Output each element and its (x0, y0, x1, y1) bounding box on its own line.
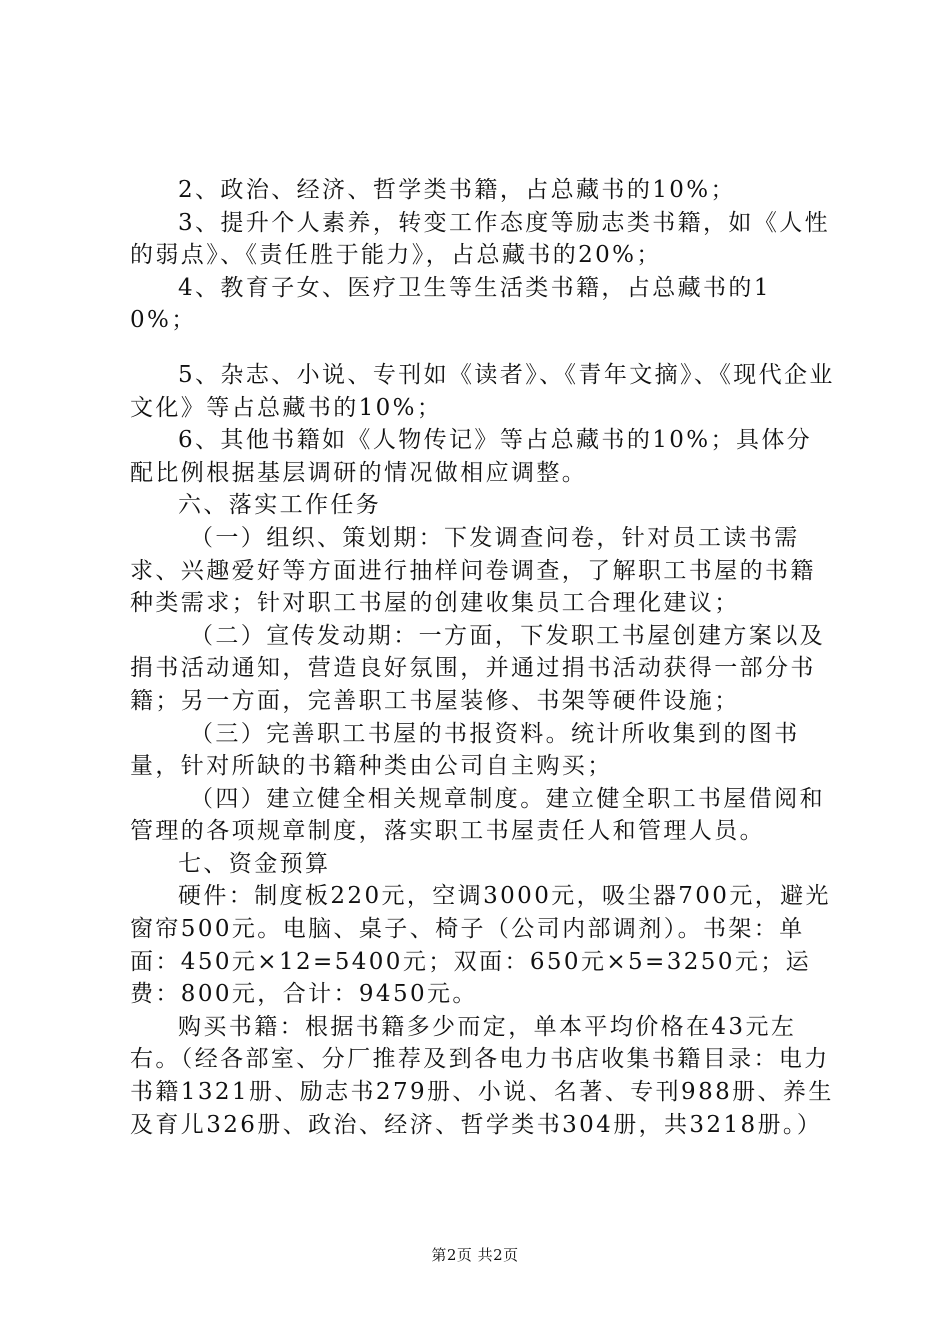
task-paragraph-2: （二）宣传发动期：一方面，下发职工书屋创建方案以及捐书活动通知，营造良好氛围，并通过捐书活动获得一部分书籍；另一方面，完善职工书屋装修、书架等硬件设施； (130, 622, 825, 714)
section-heading-tasks: 六、落实工作任务 (178, 492, 382, 519)
paragraph-item-6: 6、其他书籍如《人物传记》等占总藏书的10%；具体分配比例根据基层调研的情况做相应调整。 (130, 427, 813, 486)
paragraph-gap (130, 337, 835, 359)
paragraph-item-4: 4、教育子女、医疗卫生等生活类书籍，占总藏书的10%； (130, 274, 771, 334)
paragraph-item-5: 5、杂志、小说、专刊如《读者》、《青年文摘》、《现代企业文化》等占总藏书的10%； (130, 361, 835, 421)
paragraph-item-2: 2、政治、经济、哲学类书籍，占总藏书的10%； (178, 177, 736, 203)
section-heading-budget: 七、资金预算 (178, 850, 331, 877)
page-footer: 第2页 共2页 (431, 1246, 519, 1264)
task-paragraph-4: （四）建立健全相关规章制度。建立健全职工书屋借阅和管理的各项规章制度，落实职工书屋责任人和管理人员。 (130, 785, 825, 845)
budget-hardware-paragraph: 硬件：制度板220元，空调3000元，吸尘器700元，避光窗帘500元。电脑、桌子、椅子（公司内部调剂）。书架：单面：450元×12=5400元；双面：650元×5=3250元；运费：800元，合计：9450元。 (130, 883, 831, 1008)
task-paragraph-1: （一）组织、策划期：下发调查问卷，针对员工读书需求、兴趣爱好等方面进行抽样问卷调查，了解职工书屋的书籍种类需求；针对职工书屋的创建收集员工合理化建议； (130, 524, 816, 617)
budget-books-paragraph: 购买书籍：根据书籍多少而定，单本平均价格在43元左右。（经各部室、分厂推荐及到各电力书店收集书籍目录：电力书籍1321册、励志书279册、小说、名著、专刊988册、养生及育儿326册、政治、经济、哲学类书304册，共3218册。） (130, 1013, 834, 1138)
task-paragraph-3: （三）完善职工书屋的书报资料。统计所收集到的图书量，针对所缺的书籍种类由公司自主购买； (130, 720, 800, 780)
document-body (130, 174, 835, 1141)
paragraph-item-3: 3、提升个人素养，转变工作态度等励志类书籍，如《人性的弱点》、《责任胜于能力》，占总藏书的20%； (130, 209, 831, 269)
